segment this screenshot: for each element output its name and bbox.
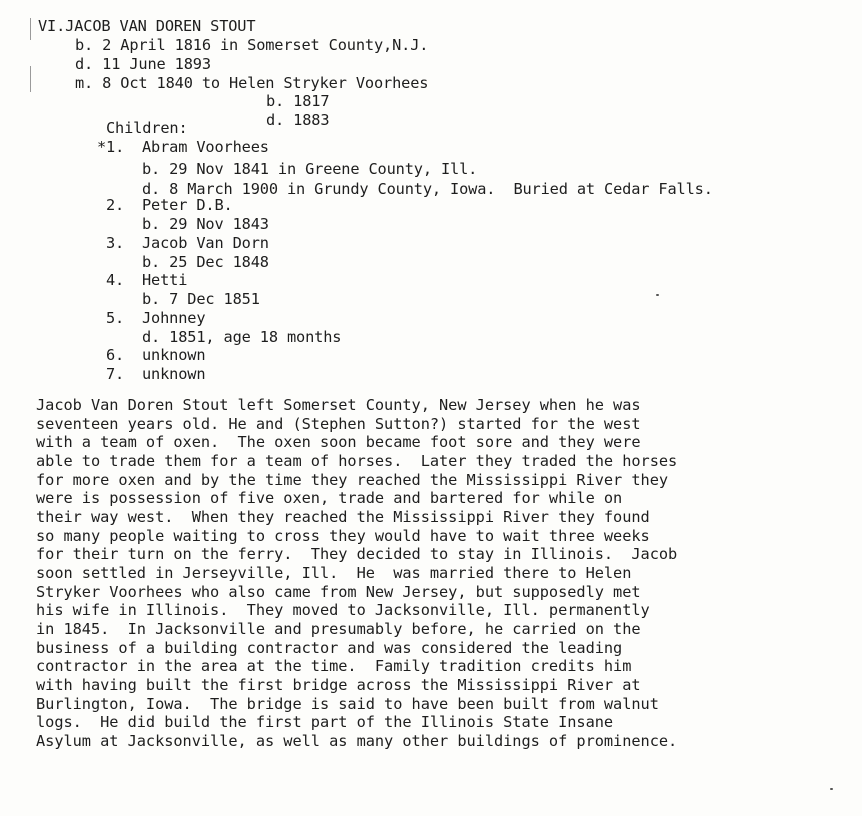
child-number: 6. xyxy=(106,346,125,364)
child-name: Hetti xyxy=(142,271,188,289)
narrative-line: so many people waiting to cross they would have to wait three weeks xyxy=(36,527,650,545)
child-detail: b. 29 Nov 1843 xyxy=(142,215,269,233)
narrative-line: logs. He did build the first part of the Illinois State Insane xyxy=(36,713,614,731)
scan-speck xyxy=(830,788,833,790)
child-number: 4. xyxy=(106,271,125,289)
child-detail: d. 8 March 1900 in Grundy County, Iowa. Buried at Cedar Falls. xyxy=(142,180,713,198)
margin-mark xyxy=(30,66,31,92)
narrative-line: Burlington, Iowa. The bridge is said to have been built from walnut xyxy=(36,695,659,713)
narrative-line: for their turn on the ferry. They decided to stay in Illinois. Jacob xyxy=(36,545,678,563)
child-name: Abram Voorhees xyxy=(142,138,269,156)
child-number: *1. xyxy=(97,138,125,156)
child-detail: d. 1851, age 18 months xyxy=(142,328,342,346)
narrative-line: Jacob Van Doren Stout left Somerset County, New Jersey when he was xyxy=(36,396,641,414)
scan-speck xyxy=(656,294,659,296)
spouse-death-line: d. 1883 xyxy=(266,111,330,129)
narrative-line: able to trade them for a team of horses. Later they traded the horses xyxy=(36,452,678,470)
child-number: 2. xyxy=(106,196,125,214)
narrative-line: were is possession of five oxen, trade and bartered for while on xyxy=(36,489,623,507)
child-number: 3. xyxy=(106,234,125,252)
narrative-line: with having built the first bridge across the Mississippi River at xyxy=(36,676,641,694)
narrative-line: soon settled in Jerseyville, Ill. He was married there to Helen xyxy=(36,564,632,582)
narrative-line: with a team of oxen. The oxen soon became foot sore and they were xyxy=(36,433,641,451)
narrative-line: Stryker Voorhees who also came from New Jersey, but supposedly met xyxy=(36,583,641,601)
child-name: Jacob Van Dorn xyxy=(142,234,269,252)
child-number: 5. xyxy=(106,309,125,327)
child-detail: b. 25 Dec 1848 xyxy=(142,253,269,271)
narrative-line: business of a building contractor and was considered the leading xyxy=(36,639,623,657)
narrative-line: their way west. When they reached the Mississippi River they found xyxy=(36,508,650,526)
child-number: 7. xyxy=(106,365,125,383)
child-name: Johnney xyxy=(142,309,206,327)
child-detail: b. 29 Nov 1841 in Greene County, Ill. xyxy=(142,160,478,178)
marriage-line: m. 8 Oct 1840 to Helen Stryker Voorhees xyxy=(75,74,429,92)
narrative-line: contractor in the area at the time. Family tradition credits him xyxy=(36,657,632,675)
narrative-line: in 1845. In Jacksonville and presumably before, he carried on the xyxy=(36,620,641,638)
narrative-line: his wife in Illinois. They moved to Jacksonville, Ill. permanently xyxy=(36,601,650,619)
child-name: unknown xyxy=(142,365,206,383)
record-title: VI.JACOB VAN DOREN STOUT xyxy=(38,17,256,35)
narrative-line: seventeen years old. He and (Stephen Sutton?) started for the west xyxy=(36,415,641,433)
birth-line: b. 2 April 1816 in Somerset County,N.J. xyxy=(75,36,429,54)
children-heading: Children: xyxy=(106,119,188,137)
child-name: Peter D.B. xyxy=(142,196,233,214)
death-line: d. 11 June 1893 xyxy=(75,55,211,73)
child-name: unknown xyxy=(142,346,206,364)
narrative-line: Asylum at Jacksonville, as well as many other buildings of prominence. xyxy=(36,732,678,750)
narrative-line: for more oxen and by the time they reached the Mississippi River they xyxy=(36,471,669,489)
child-detail: b. 7 Dec 1851 xyxy=(142,290,260,308)
margin-mark xyxy=(30,18,31,40)
spouse-birth-line: b. 1817 xyxy=(266,92,330,110)
